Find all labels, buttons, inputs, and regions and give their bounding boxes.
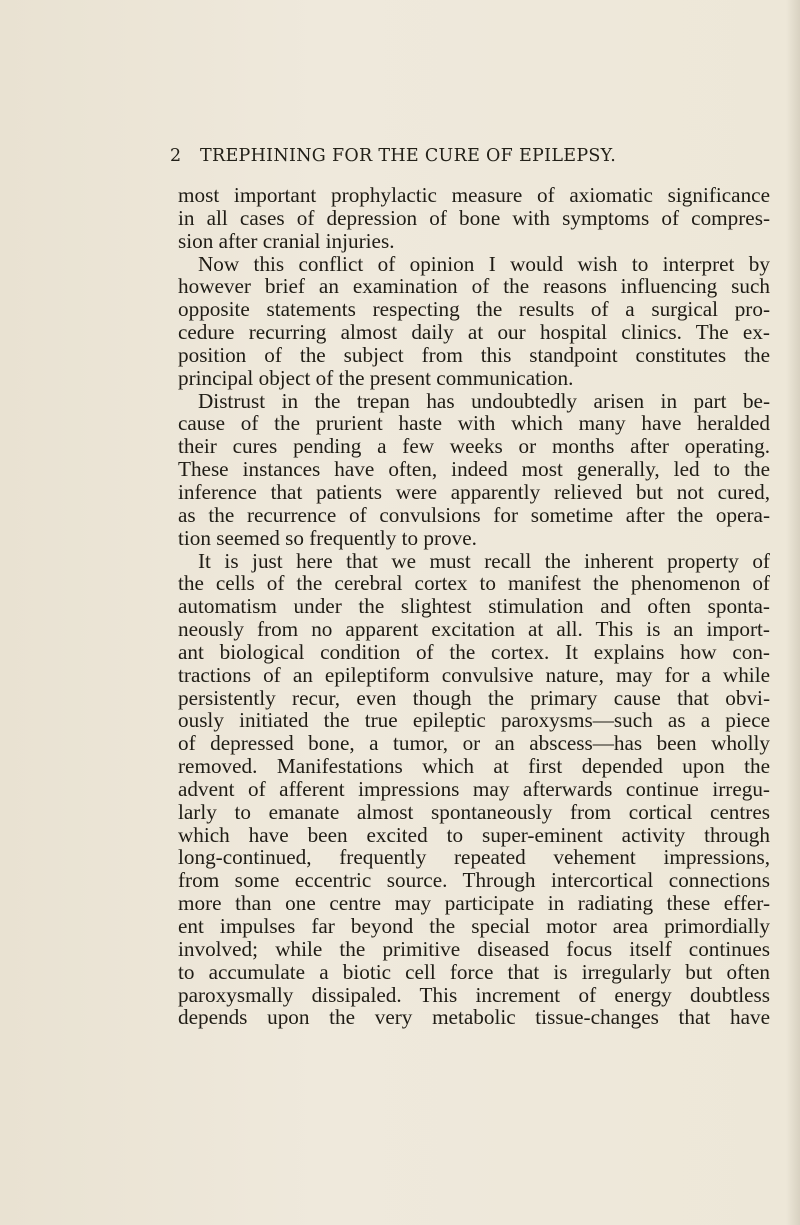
text-line: Distrust in the trepan has undoubtedly arisen in part be-	[198, 388, 770, 413]
page-number: 2	[170, 146, 182, 166]
text-line: ously initiated the true epileptic paroxysms—such as a piece	[178, 708, 770, 733]
text-line: Now this conflict of opinion I would wish to interpret by	[198, 251, 770, 276]
text-line: persistently recur, even though the primary cause that obvi-	[178, 685, 770, 710]
text-line: most important prophylactic measure of axiomatic significance	[178, 183, 770, 207]
text-line: automatism under the slightest stimulation and often sponta-	[178, 594, 770, 619]
text-line: tractions of an epileptiform convulsive nature, may for a while	[178, 662, 770, 687]
text-line: long-continued, frequently repeated vehement impressions,	[178, 845, 770, 870]
text-line: however brief an examination of the reasons influencing such	[178, 274, 770, 299]
text-line: as the recurrence of convulsions for sometime after the opera-	[178, 502, 770, 527]
text-line: ent impulses far beyond the special motor area primordially	[178, 914, 770, 938]
text-line: from some eccentric source. Through intercortical connections	[178, 868, 770, 893]
body-text	[178, 184, 770, 1029]
text-line: opposite statements respecting the results of a surgical pro-	[178, 297, 770, 322]
text-line: more than one centre may participate in radiating these effer-	[178, 891, 770, 916]
text-line: depends upon the very metabolic tissue-changes that have	[178, 1005, 770, 1030]
text-line: sion after cranial injuries.	[178, 228, 395, 253]
running-header	[170, 146, 670, 170]
text-line: It is just here that we must recall the inherent property of	[198, 548, 770, 573]
text-line: involved; while the primitive diseased focus itself continues	[178, 936, 770, 961]
text-line: which have been excited to super-eminent activity through	[178, 822, 770, 847]
text-line: These instances have often, indeed most generally, led to the	[178, 457, 770, 482]
text-line: paroxysmally dissipaled. This increment of energy doubtless	[178, 982, 770, 1007]
text-line: larly to emanate almost spontaneously from cortical centres	[178, 799, 770, 824]
text-line: inference that patients were apparently relieved but not cured,	[178, 479, 770, 504]
text-line: advent of afferent impressions may afterwards continue irregu-	[178, 776, 770, 801]
text-line: their cures pending a few weeks or months after operating.	[178, 434, 770, 459]
text-line: neously from no apparent excitation at all. This is an import-	[178, 617, 770, 642]
text-line: ant biological condition of the cortex. It explains how con-	[178, 639, 770, 664]
text-line: cause of the prurient haste with which many have heralded	[178, 411, 770, 436]
text-line: to accumulate a biotic cell force that is irregularly but often	[178, 959, 770, 984]
running-title: TREPHINING FOR THE CURE OF EPILEPSY.	[200, 146, 617, 166]
text-line: cedure recurring almost daily at our hospital clinics. The ex-	[178, 320, 770, 345]
text-line: position of the subject from this standpoint constitutes the	[178, 342, 770, 367]
page-edge-shadow	[786, 0, 800, 1225]
text-line: of depressed bone, a tumor, or an abscess—has been wholly	[178, 731, 770, 756]
text-line: removed. Manifestations which at first depended upon the	[178, 754, 770, 779]
text-line: principal object of the present communication.	[178, 365, 574, 390]
text-line: tion seemed so frequently to prove.	[178, 525, 477, 550]
text-line: the cells of the cerebral cortex to manifest the phenomenon of	[178, 571, 770, 596]
text-line: in all cases of depression of bone with symptoms of compres-	[178, 205, 770, 230]
